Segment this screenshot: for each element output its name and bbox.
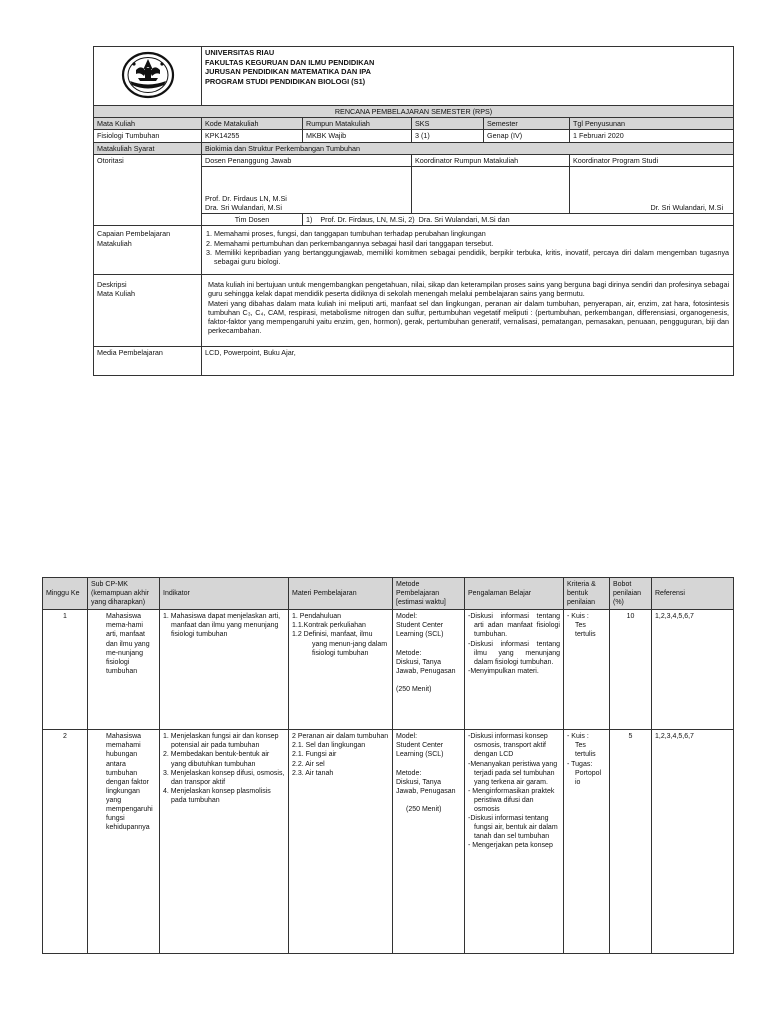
cpl-item: 2. Memahami pertumbuhan dan perkembangannya sebagai hasil dari tanggapan tersebut. (206, 238, 494, 248)
label-mata-kuliah: Mata Kuliah (94, 118, 202, 130)
university-header-row (94, 47, 734, 106)
dosen-pj-signature (202, 167, 412, 214)
header-pengalaman: Pengalaman Belajar (465, 578, 564, 610)
header-indikator: Indikator (160, 578, 289, 610)
indikator-item: 3. Menjelaskan konsep difusi, osmosis, dan transpor aktif (163, 769, 285, 786)
referensi-cell: 1,2,3,4,5,6,7 (652, 730, 734, 954)
metode-spacer (396, 760, 461, 769)
rps-title: RENCANA PEMBELAJARAN SEMESTER (RPS) (94, 106, 734, 118)
label-tgl: Tgl Penyusunan (570, 118, 734, 130)
schedule-header-row (43, 578, 734, 610)
table-row (43, 730, 734, 954)
pengalaman-list (468, 732, 560, 850)
referensi-cell: 1,2,3,4,5,6,7 (652, 610, 734, 730)
header-subcp: Sub CP-MK (kemampuan akhir yang diharapkan) (88, 578, 160, 610)
materi-item: 1.1.Kontrak perkuliahan (292, 622, 366, 630)
pengalaman-item: -Diskusi informasi tentang arti adan manfaat fisiologi tumbuhan. (468, 613, 560, 639)
kriteria-line: - Kuis : (567, 613, 589, 621)
metode-cell (393, 730, 465, 954)
materi-item: 2.2. Air sel (292, 760, 325, 768)
dosen-pj-name-1: Prof. Dr. Firdaus LN, M.Si (205, 193, 287, 203)
deskripsi-paragraph-1: Mata kuliah ini bertujuan untuk mengembangkan pengetahuan, nilai, sikap dan keterampilan proses sains yang berguna bagi dirinya sendiri dan profesinya sebagai guru sehingga kelak dapat mendidik peserta didiknya di sekolah menengah melalui pembelajaran sains yang bermutu. (208, 280, 730, 299)
metode-line: Diskusi, Tanya Jawab, Penugasan (396, 778, 456, 795)
metode-line: Student Center Learning (SCL) (396, 742, 444, 759)
media-row (94, 346, 734, 375)
metode-spacer (396, 640, 461, 649)
university-name-block (202, 47, 734, 106)
metode-spacer (396, 676, 461, 685)
dosen-pj-name-2: Dra. Sri Wulandari, M.Si (205, 202, 282, 212)
deskripsi-label (94, 275, 202, 346)
cpl-content (202, 226, 734, 275)
subcp-cell: Mahasiswa mema-hami arti, manfaat dan ilmu yang me-nunjang fisiologi tumbuhan (88, 610, 160, 730)
prereq-row (94, 142, 734, 154)
table-row (43, 610, 734, 730)
dosen-pj-label: Dosen Penanggung Jawab (202, 154, 412, 166)
koordinator-prodi-label: Koordinator Program Studi (570, 154, 734, 166)
materi-item: 2.3. Air tanah (292, 769, 334, 777)
media-label: Media Pembelajaran (94, 346, 202, 375)
indikator-list (163, 732, 285, 805)
pengalaman-item: -Menanyakan peristiwa yang terjadi pada sel tumbuhan yang terkena air garam. (468, 760, 558, 786)
otoritasi-label-row (94, 154, 734, 166)
label-rumpun: Rumpun Matakuliah (303, 118, 412, 130)
metode-line: Metode: (396, 769, 422, 777)
metode-line: Model: (396, 613, 418, 621)
cpl-label (94, 226, 202, 275)
bobot-cell: 10 (610, 610, 652, 730)
otoritasi-label: Otoritasi (94, 154, 202, 225)
cpl-list (206, 229, 729, 266)
prereq-value: Biokimia dan Struktur Perkembangan Tumbuhan (202, 142, 734, 154)
value-sks: 3 (1) (412, 130, 484, 142)
value-tgl: 1 Februari 2020 (570, 130, 734, 142)
metode-cell (393, 610, 465, 730)
materi-item: 2 Peranan air dalam tumbuhan (292, 733, 389, 741)
indikator-cell (160, 730, 289, 954)
schedule-table (42, 577, 734, 954)
indikator-item: 1. Menjelaskan fungsi air dan konsep potensial air pada tumbuhan (163, 733, 279, 750)
cpl-label-line-1: Capaian Pembelajaran (97, 229, 171, 239)
cpl-label-line-2: Matakuliah (97, 238, 132, 248)
pengalaman-item: -Diskusi informasi konsep osmosis, transport aktif dengan LCD (468, 733, 548, 759)
koordinator-rumpun-signature (412, 167, 570, 214)
rps-title-row (94, 106, 734, 118)
course-value-row (94, 130, 734, 142)
week-number: 1 (43, 610, 88, 730)
department-line: JURUSAN PENDIDIKAN MATEMATIKA DAN IPA (205, 67, 372, 77)
materi-cell (289, 730, 393, 954)
pengalaman-item: - Mengerjakan peta konsep (468, 842, 553, 850)
kriteria-cell (564, 610, 610, 730)
cpl-row (94, 226, 734, 275)
indikator-cell (160, 610, 289, 730)
cpl-item: 3. Memiliki kepribadian yang bertanggungjawab, memiliki komitmen sebagai pendidik, berpikir terbuka, kritis, inovatif, percaya diri dalam mengemban tugasnya sebagai guru biologi. (206, 247, 730, 266)
value-rumpun: MKBK Wajib (303, 130, 412, 142)
indikator-item: 4. Menjelaskan konsep plasmolisis pada tumbuhan (163, 787, 271, 804)
tim-dosen-label: Tim Dosen (202, 214, 303, 226)
koordinator-prodi-signature (570, 167, 734, 214)
pengalaman-list (468, 612, 560, 676)
kriteria-line: Tes tertulis (575, 622, 596, 639)
metode-line: Student Center Learning (SCL) (396, 622, 444, 639)
indikator-list (163, 612, 285, 639)
program-line: PROGRAM STUDI PENDIDIKAN BIOLOGI (S1) (205, 76, 366, 86)
metode-spacer (396, 796, 461, 805)
materi-item: 1. Pendahuluan (292, 613, 342, 621)
materi-cell (289, 610, 393, 730)
kriteria-line: Portopol io (575, 769, 602, 786)
header-metode: Metode Pembelajaran [estimasi waktu] (393, 578, 465, 610)
materi-item: 1.2 Definisi, manfaat, ilmu yang menun-jang dalam fisiologi tumbuhan (292, 631, 388, 657)
deskripsi-content (202, 275, 734, 346)
value-mata-kuliah: Fisiologi Tumbuhan (94, 130, 202, 142)
deskripsi-label-line-1: Deskripsi (97, 280, 127, 290)
logo-cell (94, 47, 202, 106)
pengalaman-cell (465, 730, 564, 954)
university-seal-icon (120, 50, 176, 100)
metode-line: Diskusi, Tanya Jawab, Penugasan (396, 658, 456, 675)
header-kriteria: Kriteria & bentuk penilaian (564, 578, 610, 610)
label-kode: Kode Matakuliah (202, 118, 303, 130)
label-semester: Semester (484, 118, 570, 130)
pengalaman-item: - Menginformasikan praktek peristiwa difusi dan osmosis (468, 787, 555, 814)
deskripsi-label-line-2: Mata Kuliah (97, 289, 135, 299)
course-label-row (94, 118, 734, 130)
deskripsi-row (94, 275, 734, 346)
indikator-item: 1. Mahasiswa dapat menjelaskan arti, manfaat dan ilmu yang menunjang fisiologi tumbuhan (163, 613, 281, 639)
metode-line: (250 Menit) (406, 805, 442, 813)
university-line: UNIVERSITAS RIAU (205, 48, 275, 57)
label-sks: SKS (412, 118, 484, 130)
faculty-line: FAKULTAS KEGURUAN DAN ILMU PENDIDIKAN (205, 57, 375, 67)
week-number: 2 (43, 730, 88, 954)
prereq-label: Matakuliah Syarat (94, 142, 202, 154)
kriteria-cell (564, 730, 610, 954)
koordinator-rumpun-label: Koordinator Rumpun Matakuliah (412, 154, 570, 166)
header-bobot: Bobot penilaian (%) (610, 578, 652, 610)
metode-line: (250 Menit) (396, 685, 432, 693)
metode-line: Metode: (396, 649, 422, 657)
tim-dosen-value: 1) Prof. Dr. Firdaus, LN, M.Si, 2) Dra. Sri Wulandari, M.Si dan (303, 214, 734, 226)
pengalaman-cell (465, 610, 564, 730)
header-materi: Materi Pembelajaran (289, 578, 393, 610)
materi-item: 2.1. Fungsi air (292, 751, 337, 759)
pengalaman-item: -Diskusi informasi tentang fungsi air, bentuk air dalam tanah dan sel tumbuhan (468, 815, 558, 841)
pengalaman-item: -Menyimpulkan materi. (468, 667, 539, 675)
kriteria-line: Tes tertulis (575, 742, 596, 759)
materi-item: 2.1. Sel dan lingkungan (292, 742, 366, 750)
pengalaman-item: -Diskusi informasi tentang ilmu yang menunjang dalam fisiologi tumbuhan. (468, 640, 560, 666)
cpl-item: 1. Memahami proses, fungsi, dan tanggapan tumbuhan terhadap perubahan lingkungan (206, 229, 486, 239)
subcp-cell: Mahasiswa memahami hubungan antara tumbuhan dengan faktor lingkungan yang mempengaruhi fungsi kehidupannya (88, 730, 160, 954)
bobot-cell: 5 (610, 730, 652, 954)
metode-line: Model: (396, 733, 418, 741)
kriteria-line: - Tugas: (567, 760, 593, 768)
koordinator-prodi-name: Dr. Sri Wulandari, M.Si (650, 202, 724, 212)
rps-table (93, 46, 734, 376)
kriteria-line: - Kuis : (567, 733, 589, 741)
header-minggu: Minggu Ke (43, 578, 88, 610)
media-value: LCD, Powerpoint, Buku Ajar, (202, 346, 734, 375)
value-semester: Genap (IV) (484, 130, 570, 142)
indikator-item: 2. Membedakan bentuk-bentuk air yang dibutuhkan tumbuhan (163, 751, 270, 768)
deskripsi-paragraph-2: Materi yang dibahas dalam mata kuliah ini meliputi arti, manfaat sel dan lingkungan, peranan air dalam tumbuhan, penyerapan, air, enzim, zat hara, fotosintesis tumbuhan C₃, C₄, CAM, respirasi, metabolisme nitrogen dan sulfur, pertumbuhan vegetatif meliputi : (pertumbuhan, perkembangan, differensiasi, organogenesis, faktor-faktor yang mempengaruhi yaitu enzim, gen, hormon), gerak, pertumbuhan generatif, vernalisasi, pematangan, pemasakan, penuaan, pengguguran, biji dan perkecambahan. (208, 298, 730, 336)
value-kode: KPK14255 (202, 130, 303, 142)
header-referensi: Referensi (652, 578, 734, 610)
